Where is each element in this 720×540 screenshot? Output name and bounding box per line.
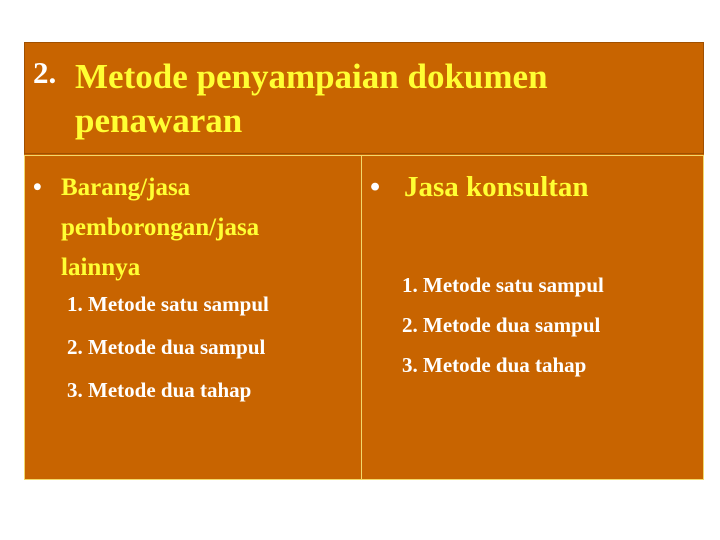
column-divider <box>361 156 362 479</box>
list-item: 2. Metode dua sampul <box>402 313 601 337</box>
list-item: 3. Metode dua tahap <box>402 353 587 377</box>
content-columns <box>24 155 704 480</box>
title-number: 2. <box>33 55 57 90</box>
list-item: 1. Metode satu sampul <box>67 292 269 316</box>
bullet-icon: • <box>33 174 42 201</box>
list-item: 1. Metode satu sampul <box>402 273 604 297</box>
right-heading-text: Jasa konsultan <box>404 171 589 203</box>
list-item: 3. Metode dua tahap <box>67 378 252 402</box>
right-method-list <box>402 265 604 385</box>
title-area <box>24 42 704 154</box>
slide-panel <box>24 42 704 480</box>
bullet-icon: • <box>370 171 381 203</box>
slide-title: Metode penyampaian dokumen penawaran <box>75 57 548 140</box>
left-heading-text: Barang/jasa pemborongan/jasa lainnya <box>61 174 260 281</box>
list-item: 2. Metode dua sampul <box>67 335 266 359</box>
left-method-list <box>67 283 269 412</box>
